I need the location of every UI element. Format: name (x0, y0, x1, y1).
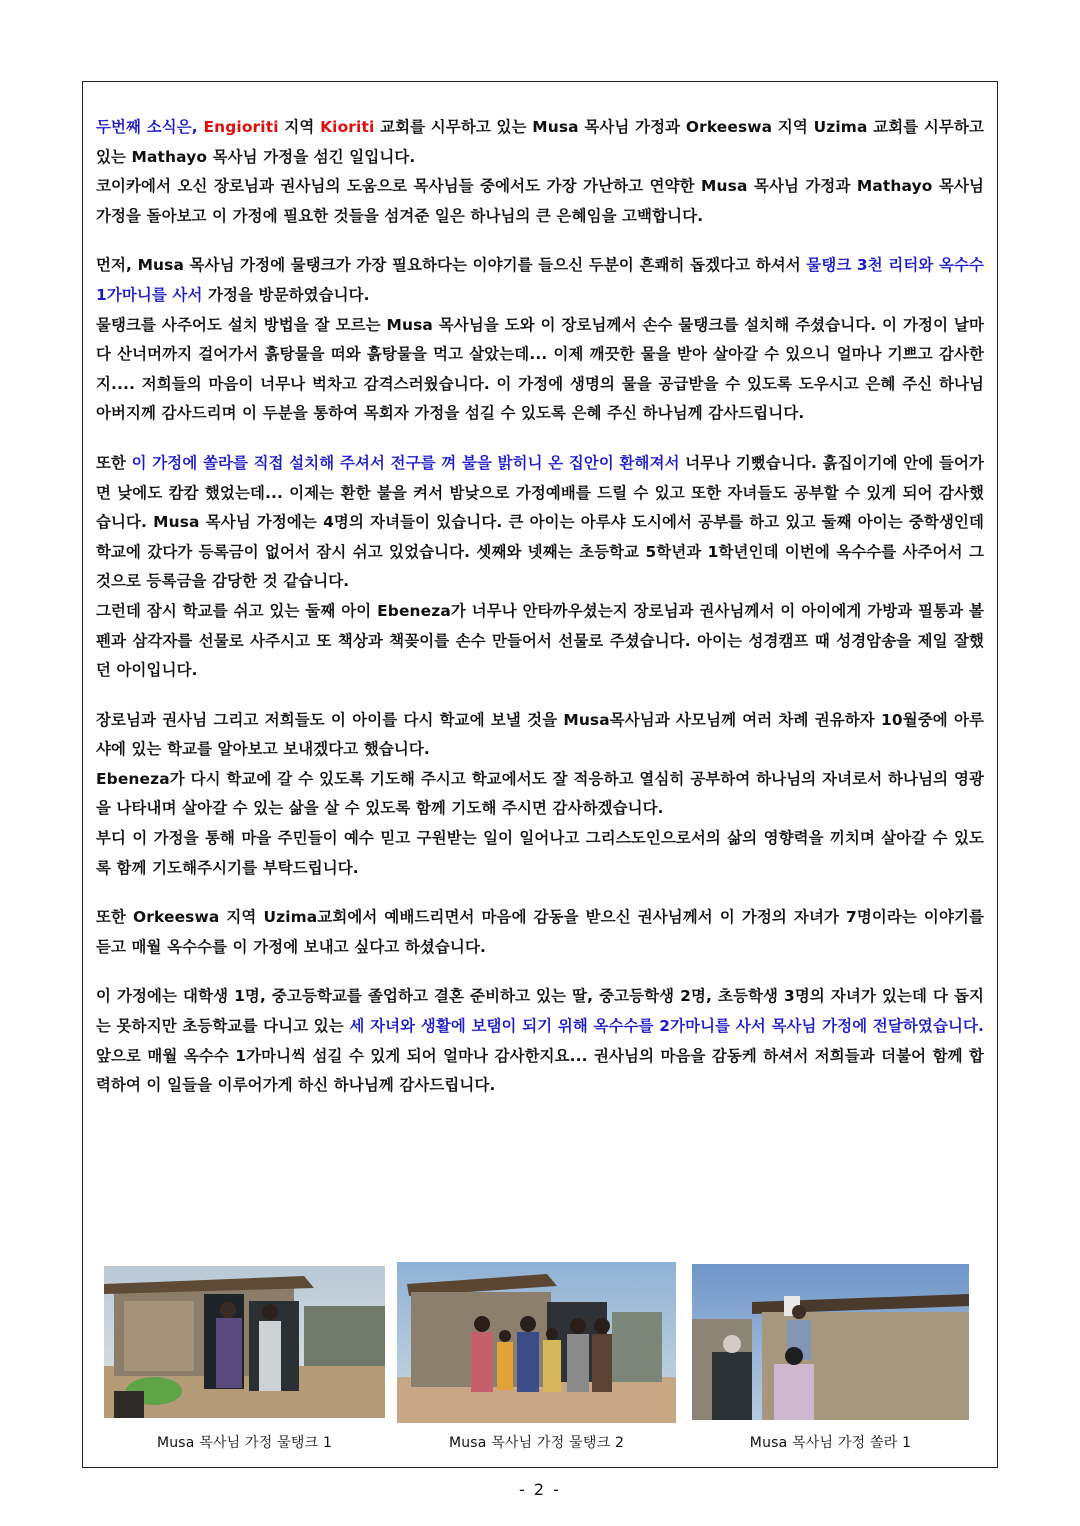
paragraph-gap (96, 962, 984, 982)
page-number: - 2 - (519, 1480, 561, 1499)
photo-water-tank-2-image (397, 1262, 676, 1423)
paragraph-6 (96, 597, 984, 686)
text-segment: Kioriti (320, 118, 375, 136)
paragraph-10 (96, 903, 984, 962)
text-segment: 코이카에서 오신 장로님과 권사님의 도움으로 목사님들 중에서도 가장 가난하고 연약한 Musa 목사님 가정과 Mathayo 목사님 가정을 돌아보고 이 가정에 필요한 것들을 섬겨준 일은 하나님의 큰 은혜임을 고백합니다. (96, 177, 984, 225)
text-segment: 두번째 소식은, (96, 118, 204, 136)
text-segment: 또한 Orkeeswa 지역 Uzima교회에서 예배드리면서 마음에 감동을 받으신 권사님께서 이 가정의 자녀가 7명이라는 이야기를 듣고 매월 옥수수를 이 가정에 보내고 싶다고 하셨습니다. (96, 908, 984, 956)
text-segment: 부디 이 가정을 통해 마을 주민들이 예수 믿고 구원받는 일이 일어나고 그리스도인으로서의 삶의 영향력을 끼치며 살아갈 수 있도록 함께 기도해주시기를 부탁드립니다. (96, 829, 984, 877)
photo-caption-3: Musa 목사님 가정 쏠라 1 (749, 1435, 912, 1451)
photo-solar-1-image (692, 1264, 969, 1420)
text-segment: Engioriti (203, 118, 279, 136)
text-segment: 지역 (278, 118, 321, 136)
paragraph-gap (96, 686, 984, 706)
paragraph-gap (96, 231, 984, 251)
paragraph-8 (96, 765, 984, 824)
text-segment: 장로님과 권사님 그리고 저희들도 이 아이를 다시 학교에 보낼 것을 Musa목사님과 사모님께 여러 차례 권유하자 10월중에 아루샤에 있는 학교를 알아보고 보내겠다고 했습니다. (96, 710, 984, 759)
text-segment: 물탱크 3천 리터와 옥수수 1가마니를 사서 (96, 256, 984, 304)
paragraph-11 (96, 982, 984, 1100)
article-body (96, 113, 984, 1101)
text-segment: 교회를 시무하고 있는 Musa 목사님 가정과 Orkeeswa 지역 Uzima 교회를 시무하고 있는 Mathayo 목사님 가정을 섬긴 일입니다. (96, 118, 984, 166)
photo-water-tank-1 (104, 1266, 385, 1418)
text-segment: 그런데 잠시 학교를 쉬고 있는 둘째 아이 Ebeneza가 너무나 안타까우셨는지 장로님과 권사님께서 이 아이에게 가방과 필통과 볼펜과 삼각자를 선물로 사주시고 또 책상과 책꽂이를 손수 만들어서 선물로 주셨습니다. 아이는 성경캠프 때 성경암송을 제일 잘했던 아이입니다. (96, 601, 984, 680)
text-segment: 앞으로 매월 옥수수 1가마니씩 섬길 수 있게 되어 얼마나 감사한지요... 권사님의 마음을 감동케 하셔서 저희들과 더불어 함께 합력하여 이 일들을 이루어가게 하신 하나님께 감사드립니다. (96, 1046, 984, 1095)
text-segment: Ebeneza가 다시 학교에 갈 수 있도록 기도해 주시고 학교에서도 잘 적응하고 열심히 공부하여 하나님의 자녀로서 하나님의 영광을 나타내며 살아갈 수 있는 삶을 살 수 있도록 함께 기도해 주시면 감사하겠습니다. (96, 769, 984, 818)
paragraph-4 (96, 311, 984, 429)
text-segment: 먼저, Musa 목사님 가정에 물탱크가 가장 필요하다는 이야기를 들으신 두분이 흔쾌히 돕겠다고 하셔서 (96, 256, 807, 275)
text-segment: 세 자녀와 생활에 보탬이 되기 위해 옥수수를 2가마니를 사서 목사님 가정에 전달하였습니다. (349, 1017, 984, 1036)
paragraph-gap (96, 429, 984, 449)
paragraph-1 (96, 113, 984, 172)
text-segment: 이 가정에 쏠라를 직접 설치해 주셔서 전구를 껴 불을 밝히니 온 집안이 환해져서 (131, 453, 680, 472)
photo-water-tank-2 (397, 1262, 676, 1423)
paragraph-5 (96, 449, 984, 597)
paragraph-gap (96, 883, 984, 903)
text-segment: 가정을 방문하였습니다. (202, 285, 370, 304)
text-segment: 물탱크를 사주어도 설치 방법을 잘 모르는 Musa 목사님을 도와 이 장로님께서 손수 물탱크를 설치해 주셨습니다. 이 가정이 날마다 산너머까지 걸어가서 흙탕물을 떠와 흙탕물을 먹고 살았는데... 이제 깨끗한 물을 받아 살아갈 수 있으니 얼마나 기쁘고 감사한지.... 저희들의 마음이 너무나 벅차고 감격스러웠습니다. 이 가정에 생명의 물을 공급받을 수 있도록 도우시고 은혜 주신 하나님 아버지께 감사드리며 이 두분을 통하여 목회자 가정을 섬길 수 있도록 은혜 주신 하나님께 감사드립니다. (96, 315, 984, 423)
text-segment: 너무나 기뻤습니다. 흙집이기에 안에 들어가면 낮에도 캄캄 했었는데... 이제는 환한 불을 켜서 밤낮으로 가정예배를 드릴 수 있고 또한 자녀들도 공부할 수 있게 되어 감사했습니다. Musa 목사님 가정에는 4명의 자녀들이 있습니다. 큰 아이는 아루샤 도시에서 공부를 하고 있고 둘째 아이는 중학생인데 학교에 갔다가 등록금이 없어서 잠시 쉬고 있었습니다. 셋째와 넷째는 초등학교 5학년과 1학년인데 이번에 옥수수를 사주어서 그것으로 등록금을 감당한 것 같습니다. (96, 453, 984, 591)
paragraph-7 (96, 706, 984, 765)
text-segment: 또한 (96, 453, 132, 472)
text-segment: 이 가정에는 대학생 1명, 중고등학교를 졸업하고 결혼 준비하고 있는 딸, 중고등학생 2명, 초등학생 3명의 자녀가 있는데 다 돕지는 못하지만 초등학교를 다니고 있는 (96, 987, 984, 1036)
paragraph-9 (96, 824, 984, 883)
paragraph-3 (96, 251, 984, 310)
paragraph-2 (96, 172, 984, 231)
photo-caption-2: Musa 목사님 가정 물탱크 2 (448, 1435, 625, 1451)
photo-solar-1 (692, 1264, 969, 1420)
photo-caption-1: Musa 목사님 가정 물탱크 1 (156, 1435, 333, 1451)
photo-water-tank-1-image (104, 1266, 385, 1418)
